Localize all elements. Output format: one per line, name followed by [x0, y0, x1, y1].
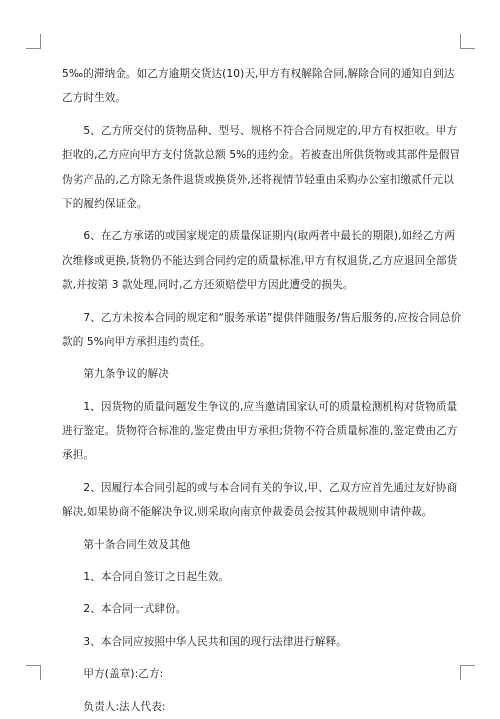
text-line: 进行鉴定。货物符合标准的,鉴定费由甲方承担;货物不符合质量标准的,鉴定费由乙方 [62, 425, 458, 438]
text-line: 下的履约保证金。 [62, 197, 148, 210]
paragraph-gap [62, 557, 442, 565]
paragraph-gap [62, 387, 442, 395]
paragraph-gap [62, 111, 442, 119]
text-line: 承担。 [62, 449, 95, 462]
paragraph-gap [62, 216, 442, 224]
paragraph-gap [62, 622, 442, 630]
crop-mark-bottom-left [26, 665, 41, 680]
document-body [62, 62, 462, 719]
text-line: 1、本合同自签订之日起生效。 [62, 571, 230, 584]
paragraph-gap [62, 654, 442, 662]
text-line: 5、乙方所交付的货物品种、型号、规格不符合合同规定的,甲方有权拒收。甲方 [62, 124, 458, 137]
paragraph-gap [62, 589, 442, 597]
crop-mark-top-left [26, 34, 41, 49]
text-line: 2、本合同一式肆份。 [62, 603, 187, 616]
text-line: 1、因货物的质量问题发生争议的,应当邀请国家认可的质量检测机构对货物质量 [62, 400, 458, 413]
signature-line-representative: 负责人:法人代表: [62, 700, 166, 713]
text-line: 拒收的,乙方应向甲方支付货款总额 5%的违约金。若被查出所供货物或其部件是假冒 [62, 149, 461, 162]
section-heading: 第十条合同生效及其他 [62, 538, 191, 551]
paragraph-gap [62, 354, 442, 362]
text-line: 解决,如果协商不能解决争议,则采取向南京仲裁委员会按其仲裁规则申请仲裁。 [62, 506, 433, 519]
paragraph-gap [62, 468, 442, 476]
crop-mark-bottom-right [460, 665, 475, 680]
text-line: 款,并按第 3 款处理,同时,乙方还须赔偿甲方因此遭受的损失。 [62, 279, 354, 292]
text-line: 3、本合同应按照中华人民共和国的现行法律进行解释。 [62, 635, 347, 648]
crop-mark-top-right [460, 34, 475, 49]
text-line: 款的 5%向甲方承担违约责任。 [62, 335, 211, 348]
text-line: 5‰的滞纳金。如乙方逾期交货达(10)天,甲方有权解除合同,解除合同的通知自到达 [62, 68, 455, 80]
text-line: 7、乙方未按本合同的规定和“服务承诺”提供伴随服务/售后服务的,应按合同总价 [62, 311, 462, 324]
text-line: 乙方时生效。 [62, 92, 127, 105]
section-heading: 第九条争议的解决 [62, 368, 169, 381]
text-line: 2、因履行本合同引起的或与本合同有关的争议,甲、乙双方应首先通过友好协商 [62, 481, 458, 494]
paragraph-gap [62, 525, 442, 533]
text-line: 伪劣产品的,乙方除无条件退货或换货外,还将视情节轻重由采购办公室扣缴贰仟元以 [62, 173, 454, 186]
signature-line-party-a: 甲方(盖章):乙方: [62, 668, 164, 681]
text-line: 次维修或更换,货物仍不能达到合同约定的质量标准,甲方有权退货,乙方应退回全部货 [62, 254, 458, 267]
text-line: 6、在乙方承诺的或国家规定的质量保证期内(取两者中最长的期限),如经乙方两 [62, 230, 456, 243]
paragraph-gap [62, 298, 442, 306]
paragraph-gap [62, 687, 442, 695]
